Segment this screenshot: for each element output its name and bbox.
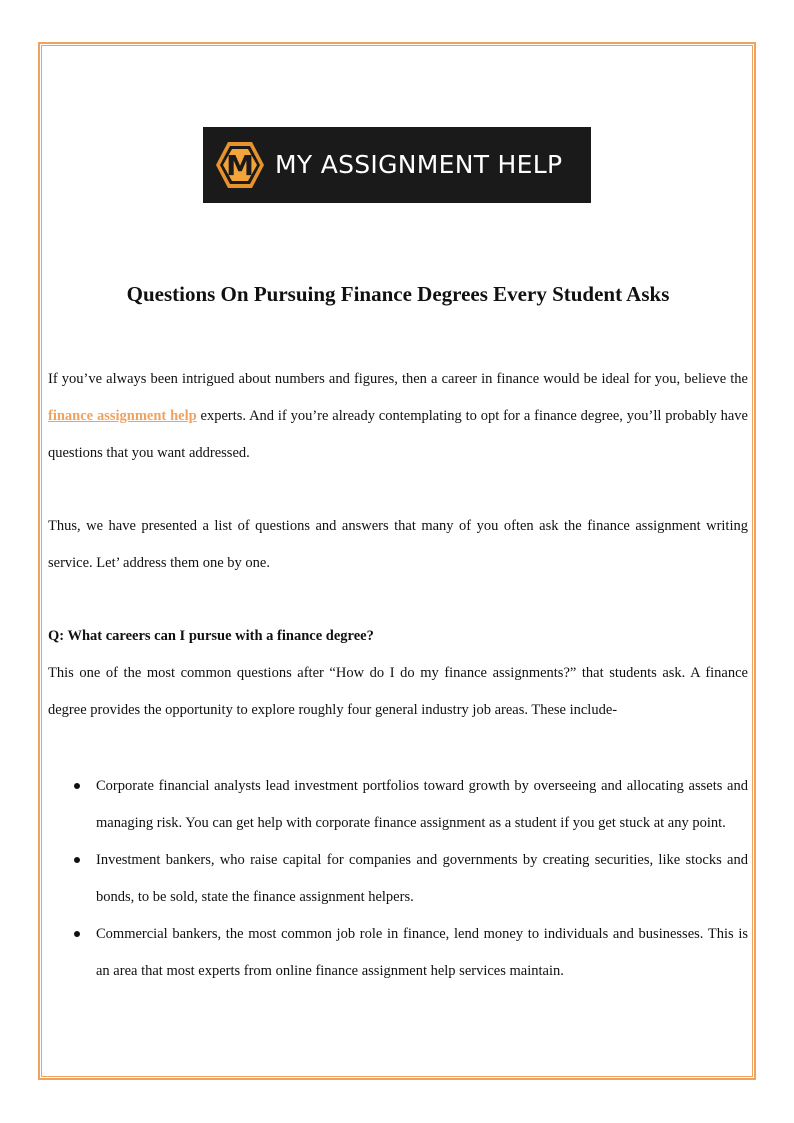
intro-text-after: experts. And if you’re already contemplating to opt for a finance degree, you’ll probably have questions that you want addressed. <box>48 408 748 461</box>
list-item <box>48 916 748 990</box>
list-item <box>48 768 748 842</box>
brand-logo <box>203 127 591 203</box>
logo-letter: M <box>226 149 254 182</box>
bullet-icon <box>74 783 80 789</box>
list-item-text: Commercial bankers, the most common job role in finance, lend money to individuals and businesses. This is an area that most experts from online finance assignment help services maintain. <box>96 926 748 979</box>
list-item <box>48 842 748 916</box>
question-answer-paragraph: This one of the most common questions after “How do I do my finance assignments?” that students ask. A finance degree provides the opportunity to explore roughly four general industry job areas. These include- <box>48 665 748 718</box>
hexagon-m-logo-icon <box>214 139 266 191</box>
finance-assignment-help-link[interactable]: finance assignment help <box>48 408 197 424</box>
intro-text-before: If you’ve always been intrigued about numbers and figures, then a career in finance would be ideal for you, believe the <box>48 371 748 387</box>
list-item-text: Corporate financial analysts lead investment portfolios toward growth by overseeing and allocating assets and managing risk. You can get help with corporate finance assignment as a student if you get stuck at any point. <box>96 778 748 831</box>
career-list <box>48 768 748 990</box>
bullet-icon <box>74 857 80 863</box>
logo-wordmark: MY ASSIGNMENT HELP <box>275 150 563 179</box>
bullet-icon <box>74 931 80 937</box>
article-title: Questions On Pursuing Finance Degrees Every Student Asks <box>126 282 670 306</box>
list-item-text: Investment bankers, who raise capital for companies and governments by creating securities, like stocks and bonds, to be sold, state the finance assignment helpers. <box>96 852 748 905</box>
list-intro-paragraph: Thus, we have presented a list of questions and answers that many of you often ask the finance assignment writing service. Let’ address them one by one. <box>48 518 748 571</box>
intro-paragraph <box>48 361 748 472</box>
question-heading: Q: What careers can I pursue with a finance degree? <box>48 628 374 644</box>
